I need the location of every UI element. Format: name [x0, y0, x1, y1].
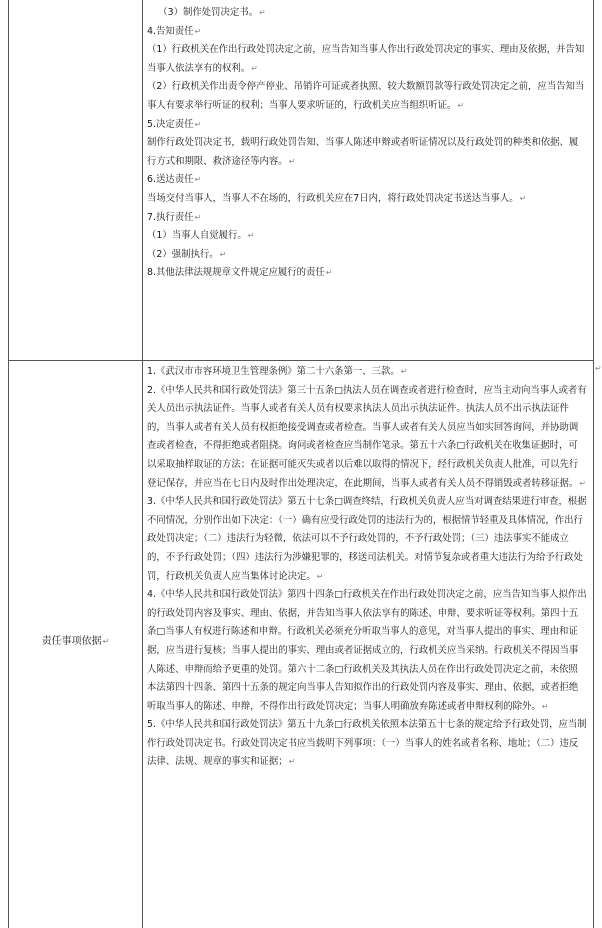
- duty-item: （2）行政机关作出责令停产停业、吊销许可证或者执照、较大数额罚款等行政处罚决定之前，应当告知当事人有要求举行听证的权利；当事人要求听证的，行政机关应当组织听证。↵: [147, 81, 585, 111]
- duty-heading: 8.其他法律法规规章文件规定应履行的责任↵: [147, 267, 333, 279]
- duty-item: 当场交付当事人，当事人不在场的，行政机关应在7日内，将行政处罚决定书送达当事人。↵: [147, 192, 527, 204]
- duty-list-cell: [147, 4, 587, 283]
- duty-heading: 6.送达责任↵: [147, 174, 202, 186]
- basis-item: 5.《中华人民共和国行政处罚法》第五十九条□行政机关依照本法第五十七条的规定给予行政处罚，应当制作行政处罚决定书。行政处罚决定书应当载明下列事项：（一）当事人的姓名或者名称、地址；（二）违反法律、法规、规章的事实和证据；↵: [147, 719, 587, 768]
- basis-item: 4.《中华人民共和国行政处罚法》第四十四条□行政机关在作出行政处罚决定之前，应当告知当事人拟作出的行政处罚内容及事实、理由、依据，并告知当事人依法享有的陈述、申辩、要求听证等权利。第四十五条□当事人有权进行陈述和申辩。行政机关必须充分听取当事人的意见，对当事人提出的事实、理由和证据，应当进行复核；当事人提出的事实、理由或者证据成立的，行政机关应当采纳。行政机关不得因当事人陈述、申辩而给予更重的处罚。第六十二条□行政机关及其执法人员在作出行政处罚决定之前，未依照本法第四十四条、第四十五条的规定向当事人告知拟作出的行政处罚内容及事实、理由、依据，或者拒绝听取当事人的陈述、申辩，不得作出行政处罚决定；当事人明确放弃陈述或者申辩权利的除外。↵: [147, 589, 587, 712]
- basis-item: 2.《中华人民共和国行政处罚法》第三十五条□执法人员在调查或者进行检查时，应当主动向当事人或者有关人员出示执法证件。当事人或者有关人员有权要求执法人员出示执法证件。执法人员不出示执法证件的，当事人或者有关人员有权拒绝接受调查或者检查。当事人或者有关人员应当如实回答询问，并协助调查或者检查，不得拒绝或者阻挠。询问或者检查应当制作笔录。第五十六条□行政机关在收集证据时，可以采取抽样取证的方法；在证据可能灭失或者以后难以取得的情况下，经行政机关负责人批准，可以先行登记保存，并应当在七日内及时作出处理决定，在此期间，当事人或者有关人员不得销毁或者转移证据。↵: [147, 384, 587, 489]
- duty-heading: 7.执行责任↵: [147, 211, 202, 223]
- duty-item: （1）行政机关在作出行政处罚决定之前，应当告知当事人作出行政处罚决定的事实、理由及依据，并告知当事人依法享有的权利。↵: [147, 44, 585, 74]
- row-end-mark: ↵: [595, 364, 602, 373]
- basis-item: 3.《中华人民共和国行政处罚法》第五十七条□调查终结，行政机关负责人应当对调查结果进行审查，根据不同情况，分别作出如下决定：（一）确有应受行政处罚的违法行为的，根据情节轻重及具体情况，作出行政处罚决定；（二）违法行为轻微，依法可以不予行政处罚的，不予行政处罚；（三）违法事实不能成立的，不予行政处罚；（四）违法行为涉嫌犯罪的，移送司法机关。对情节复杂或者重大违法行为给予行政处罚，行政机关负责人应当集体讨论决定。↵: [147, 496, 587, 582]
- duty-item: （1）当事人自觉履行。↵: [147, 230, 255, 242]
- table-left-border: [8, 0, 9, 928]
- duty-heading: 4.告知责任↵: [147, 25, 202, 37]
- table-right-border: [593, 0, 594, 928]
- row-label-basis: 责任事项依据↵: [41, 636, 110, 647]
- duty-item: 制作行政处罚决定书，载明行政处罚告知、当事人陈述申辩或者听证情况以及行政处罚的种类和依据、履行方式和期限、救济途径等内容。↵: [147, 137, 579, 167]
- table-row-divider: [8, 360, 594, 361]
- duty-item: （2）强制执行。↵: [147, 248, 227, 260]
- table-column-divider: [142, 0, 143, 928]
- duty-heading: 5.决定责任↵: [147, 118, 202, 130]
- legal-basis-cell: [147, 363, 587, 772]
- basis-item: 1.《武汉市市容环境卫生管理条例》第二十六条第一、三款。↵: [147, 366, 408, 377]
- duty-item: （3）制作处罚决定书。↵: [158, 7, 266, 18]
